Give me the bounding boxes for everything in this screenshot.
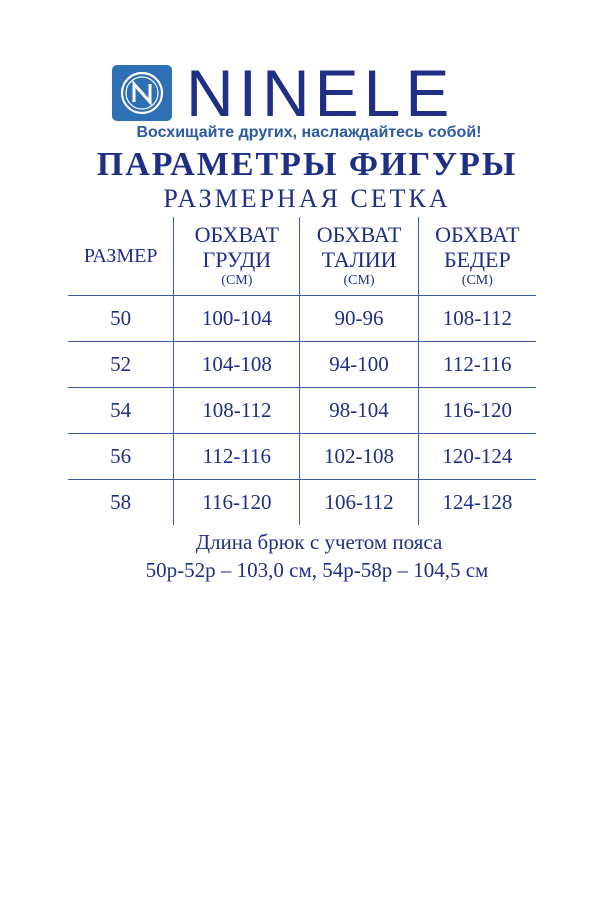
header-chest [174, 217, 300, 296]
header-size: РАЗМЕР [68, 217, 174, 296]
cell-chest: 108-112 [174, 388, 300, 434]
table-row [68, 480, 536, 526]
brand-header [112, 56, 455, 130]
table-row [68, 342, 536, 388]
cell-size: 58 [110, 490, 132, 514]
header-hips-unit: (СМ) [461, 273, 493, 288]
cell-waist: 94-100 [300, 342, 418, 388]
cell-hips: 124-128 [418, 480, 536, 526]
header-waist-unit: (СМ) [343, 273, 375, 288]
table-header-row [68, 217, 536, 296]
header-waist-line1: ОБХВАТ [316, 222, 402, 247]
circled-n-logo-icon [112, 65, 172, 121]
cell-waist: 106-112 [300, 480, 418, 526]
table-row [68, 388, 536, 434]
header-chest-unit: (СМ) [221, 273, 253, 288]
page-subtitle: РАЗМЕРНАЯ СЕТКА [163, 184, 451, 213]
header-chest-line1: ОБХВАТ [194, 222, 280, 247]
cell-chest: 104-108 [174, 342, 300, 388]
cell-chest: 100-104 [174, 296, 300, 342]
cell-chest: 116-120 [174, 480, 300, 526]
header-hips-line1: ОБХВАТ [435, 222, 520, 247]
cell-hips: 112-116 [418, 342, 536, 388]
header-waist-line2: ТАЛИИ [321, 247, 397, 272]
trouser-length-note: Длина брюк с учетом пояса [195, 530, 443, 554]
page-title: ПАРАМЕТРЫ ФИГУРЫ [96, 146, 518, 183]
cell-size: 54 [68, 388, 174, 434]
header-waist [300, 217, 418, 296]
cell-waist: 90-96 [300, 296, 418, 342]
size-chart-table [68, 217, 536, 525]
brand-name: NINELE [186, 56, 455, 130]
cell-waist: 98-104 [300, 388, 418, 434]
brand-tagline: Восхищайте других, наслаждайтесь собой! [136, 124, 482, 141]
header-hips-line2: БЕДЕР [443, 247, 511, 272]
cell-chest: 112-116 [174, 434, 300, 480]
table-row [68, 434, 536, 480]
cell-size: 50 [68, 296, 174, 342]
cell-hips: 108-112 [418, 296, 536, 342]
cell-size: 56 [68, 434, 174, 480]
trouser-length-values: 50р-52р – 103,0 см, 54р-58р – 104,5 см [145, 558, 489, 582]
cell-size: 52 [68, 342, 174, 388]
header-hips [418, 217, 536, 296]
cell-hips: 120-124 [418, 434, 536, 480]
cell-hips: 116-120 [418, 388, 536, 434]
cell-waist: 102-108 [300, 434, 418, 480]
header-chest-line2: ГРУДИ [202, 247, 272, 272]
table-row [68, 296, 536, 342]
